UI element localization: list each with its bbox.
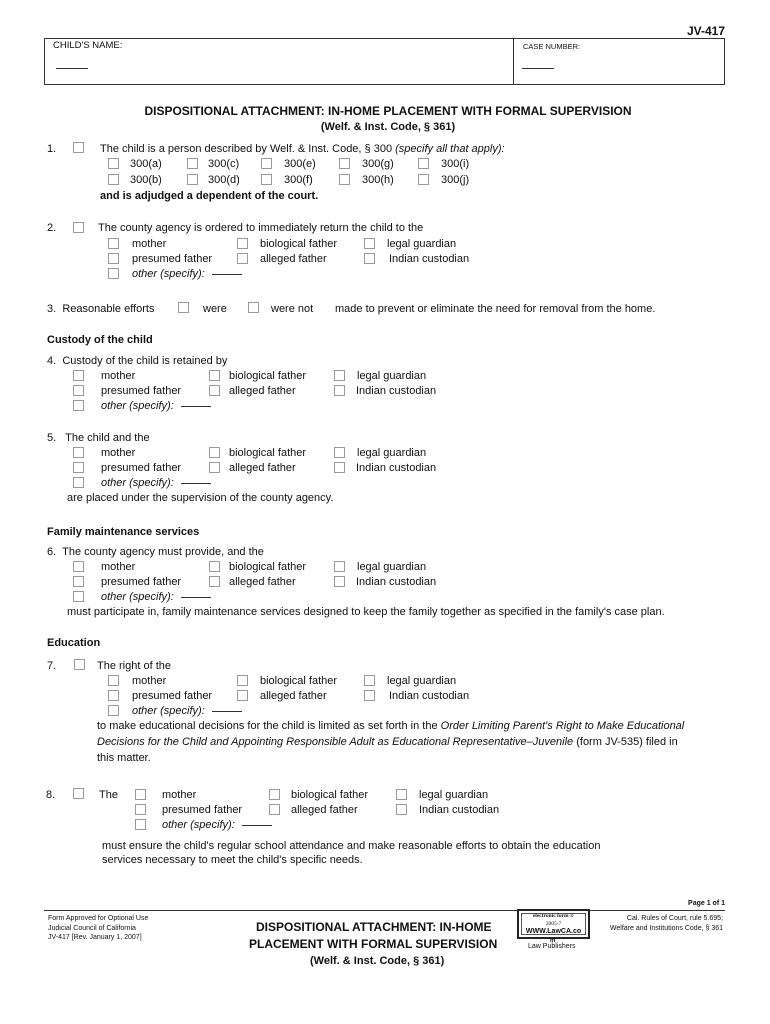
item1-tail: and is adjudged a dependent of the court. <box>100 190 319 202</box>
item8-indian-custodian-checkbox[interactable] <box>396 804 407 815</box>
item5-text: 5. The child and the <box>47 432 150 444</box>
item7-legal-guardian-label: legal guardian <box>387 675 457 687</box>
footer-rule <box>44 910 725 911</box>
label-300c: 300(c) <box>208 158 240 170</box>
item5-presumed-father-checkbox[interactable] <box>73 462 84 473</box>
logo-line3: WWW.LawCA.co <box>525 928 582 935</box>
item8-other-field[interactable] <box>242 825 272 826</box>
item5-bio-father-label: biological father <box>229 447 307 459</box>
section-education-heading: Education <box>47 637 101 649</box>
item6-legal-guardian-checkbox[interactable] <box>334 561 345 572</box>
item7-other-label: other (specify): <box>132 705 205 717</box>
item4-mother-label: mother <box>101 370 136 382</box>
item6-bio-father-checkbox[interactable] <box>209 561 220 572</box>
item2-legal-guardian-label: legal guardian <box>387 238 457 250</box>
item4-indian-custodian-checkbox[interactable] <box>334 385 345 396</box>
checkbox-300e[interactable] <box>261 158 272 169</box>
item2-alleged-father-label: alleged father <box>260 253 327 265</box>
form-id: JV-417 <box>686 24 725 38</box>
item1-checkbox[interactable] <box>73 142 84 153</box>
item8-other-label: other (specify): <box>162 819 235 831</box>
item4-legal-guardian-checkbox[interactable] <box>334 370 345 381</box>
item4-bio-father-checkbox[interactable] <box>209 370 220 381</box>
item8-mother-label: mother <box>162 789 197 801</box>
publisher-logo <box>517 909 590 939</box>
item5-bio-father-checkbox[interactable] <box>209 447 220 458</box>
item4-text: 4. Custody of the child is retained by <box>47 355 228 367</box>
item7-mother-label: mother <box>132 675 167 687</box>
footer-right-2: Welfare and Institutions Code, § 361 <box>609 925 723 932</box>
label-300h: 300(h) <box>362 174 394 186</box>
item5-other-checkbox[interactable] <box>73 477 84 488</box>
item8-number: 8. <box>46 789 56 801</box>
item1-text: The child is a person described by Welf. & Inst. Code, § 300 (specify all that apply): <box>100 143 505 155</box>
item7-bio-father-checkbox[interactable] <box>237 675 248 686</box>
logo-line2: 2005-7 <box>545 921 562 927</box>
label-300a: 300(a) <box>130 158 162 170</box>
item6-alleged-father-label: alleged father <box>229 576 296 588</box>
item4-other-label: other (specify): <box>101 400 174 412</box>
checkbox-300b[interactable] <box>108 174 119 185</box>
item4-bio-father-label: biological father <box>229 370 307 382</box>
item2-other-checkbox[interactable] <box>108 268 119 279</box>
item2-other-field[interactable] <box>212 274 242 275</box>
item4-presumed-father-label: presumed father <box>101 385 182 397</box>
item4-mother-checkbox[interactable] <box>73 370 84 381</box>
label-300b: 300(b) <box>130 174 162 186</box>
item6-text: 6. The county agency must provide, and the <box>47 546 264 558</box>
item3-were-not-label: were not <box>271 303 314 315</box>
childs-name-label: CHILD'S NAME: <box>53 40 123 51</box>
item5-other-label: other (specify): <box>101 477 174 489</box>
item3-were-checkbox[interactable] <box>178 302 189 313</box>
item7-number: 7. <box>47 660 57 672</box>
item6-legal-guardian-label: legal guardian <box>357 561 427 573</box>
item8-legal-guardian-label: legal guardian <box>419 789 489 801</box>
item8-mother-checkbox[interactable] <box>135 789 146 800</box>
item3-were-not-checkbox[interactable] <box>248 302 259 313</box>
item6-presumed-father-label: presumed father <box>101 576 182 588</box>
item6-mother-label: mother <box>101 561 136 573</box>
footer-title-2: PLACEMENT WITH FORMAL SUPERVISION <box>249 937 498 951</box>
item5-other-field[interactable] <box>181 483 211 484</box>
item8-tail-line1: must ensure the child's regular school attendance and make reasonable efforts to obtain the education <box>102 840 601 852</box>
footer-left-1: Form Approved for Optional Use <box>48 915 149 922</box>
item5-indian-custodian-checkbox[interactable] <box>334 462 345 473</box>
footer-title-1: DISPOSITIONAL ATTACHMENT: IN-HOME <box>256 920 492 934</box>
footer-title-3: (Welf. & Inst. Code, § 361) <box>310 955 445 967</box>
item8-checkbox[interactable] <box>73 788 84 799</box>
item7-checkbox[interactable] <box>74 659 85 670</box>
checkbox-300f[interactable] <box>261 174 272 185</box>
item6-other-field[interactable] <box>181 597 211 598</box>
case-number-label: CASE NUMBER: <box>523 42 581 51</box>
item7-legal-guardian-checkbox[interactable] <box>364 675 375 686</box>
item6-indian-custodian-checkbox[interactable] <box>334 576 345 587</box>
item7-tail-line1: to make educational decisions for the child is limited as set forth in the Order Limiting Parent's Right to Make Educational <box>97 720 685 732</box>
item2-number: 2. <box>47 222 57 234</box>
label-300g: 300(g) <box>362 158 394 170</box>
item8-presumed-father-checkbox[interactable] <box>135 804 146 815</box>
item7-presumed-father-label: presumed father <box>132 690 213 702</box>
logo-line1: electronic form © <box>532 913 575 919</box>
item5-tail: are placed under the supervision of the county agency. <box>67 492 334 504</box>
header-box <box>44 38 725 85</box>
item8-text: The <box>99 789 118 801</box>
page-title: DISPOSITIONAL ATTACHMENT: IN-HOME PLACEMENT WITH FORMAL SUPERVISION <box>144 104 632 118</box>
item8-presumed-father-label: presumed father <box>162 804 243 816</box>
checkbox-300g[interactable] <box>339 158 350 169</box>
item3-text: 3. Reasonable efforts <box>47 303 155 315</box>
item4-alleged-father-checkbox[interactable] <box>209 385 220 396</box>
item8-tail-line2: services necessary to meet the child's specific needs. <box>102 854 363 866</box>
item2-legal-guardian-checkbox[interactable] <box>364 238 375 249</box>
label-300e: 300(e) <box>284 158 316 170</box>
item2-presumed-father-label: presumed father <box>132 253 213 265</box>
item2-text: The county agency is ordered to immediately return the child to the <box>98 222 424 234</box>
item2-indian-custodian-checkbox[interactable] <box>364 253 375 264</box>
item1-number: 1. <box>47 143 57 155</box>
checkbox-300i[interactable] <box>418 158 429 169</box>
item7-indian-custodian-checkbox[interactable] <box>364 690 375 701</box>
item8-indian-custodian-label: Indian custodian <box>419 804 500 816</box>
item7-alleged-father-label: alleged father <box>260 690 327 702</box>
footer-left-3: JV-417 [Rev. January 1, 2007] <box>48 934 142 941</box>
item6-alleged-father-checkbox[interactable] <box>209 576 220 587</box>
item2-checkbox[interactable] <box>73 222 84 233</box>
label-300f: 300(f) <box>284 174 313 186</box>
page-number: Page 1 of 1 <box>688 900 725 907</box>
checkbox-300d[interactable] <box>187 174 198 185</box>
item5-presumed-father-label: presumed father <box>101 462 182 474</box>
item7-indian-custodian-label: Indian custodian <box>389 690 470 702</box>
item2-other-label: other (specify): <box>132 268 205 280</box>
item7-other-field[interactable] <box>212 711 242 712</box>
item8-alleged-father-checkbox[interactable] <box>269 804 280 815</box>
item7-text: The right of the <box>97 660 171 672</box>
item5-legal-guardian-checkbox[interactable] <box>334 447 345 458</box>
item7-tail-line2: Decisions for the Child and Appointing Responsible Adult as Educational Representative–Juvenile (form JV-535) filed in <box>97 736 678 748</box>
footer-right-1: Cal. Rules of Court, rule 5.695; <box>626 915 723 922</box>
item5-alleged-father-checkbox[interactable] <box>209 462 220 473</box>
item2-mother-checkbox[interactable] <box>108 238 119 249</box>
item2-presumed-father-checkbox[interactable] <box>108 253 119 264</box>
item2-mother-label: mother <box>132 238 167 250</box>
logo-line4: m <box>550 938 556 944</box>
item4-presumed-father-checkbox[interactable] <box>73 385 84 396</box>
item4-alleged-father-label: alleged father <box>229 385 296 397</box>
item7-presumed-father-checkbox[interactable] <box>108 690 119 701</box>
page-subtitle: (Welf. & Inst. Code, § 361) <box>320 121 456 133</box>
item5-legal-guardian-label: legal guardian <box>357 447 427 459</box>
item6-tail: must participate in, family maintenance services designed to keep the family together as specified in the family's case plan. <box>67 606 665 618</box>
header-divider <box>513 38 514 85</box>
section-custody-heading: Custody of the child <box>47 334 153 346</box>
item4-other-checkbox[interactable] <box>73 400 84 411</box>
item4-legal-guardian-label: legal guardian <box>357 370 427 382</box>
checkbox-300h[interactable] <box>339 174 350 185</box>
item6-indian-custodian-label: Indian custodian <box>356 576 437 588</box>
item8-legal-guardian-checkbox[interactable] <box>396 789 407 800</box>
item4-indian-custodian-label: Indian custodian <box>356 385 437 397</box>
checkbox-300c[interactable] <box>187 158 198 169</box>
label-300j: 300(j) <box>441 174 470 186</box>
item8-alleged-father-label: alleged father <box>291 804 358 816</box>
item5-alleged-father-label: alleged father <box>229 462 296 474</box>
checkbox-300a[interactable] <box>108 158 119 169</box>
item6-other-label: other (specify): <box>101 591 174 603</box>
item8-other-checkbox[interactable] <box>135 819 146 830</box>
section-family-heading: Family maintenance services <box>47 526 200 538</box>
label-300d: 300(d) <box>208 174 240 186</box>
item3-were-label: were <box>203 303 227 315</box>
item2-alleged-father-checkbox[interactable] <box>237 253 248 264</box>
item5-mother-label: mother <box>101 447 136 459</box>
label-300i: 300(i) <box>441 158 470 170</box>
item8-bio-father-label: biological father <box>291 789 369 801</box>
logo-publisher: Law Publishers <box>528 943 576 950</box>
case-number-field[interactable] <box>522 68 554 69</box>
item2-bio-father-label: biological father <box>260 238 338 250</box>
item5-indian-custodian-label: Indian custodian <box>356 462 437 474</box>
childs-name-field[interactable] <box>56 68 88 69</box>
item6-mother-checkbox[interactable] <box>73 561 84 572</box>
item3-tail: made to prevent or eliminate the need for removal from the home. <box>335 303 656 315</box>
item4-other-field[interactable] <box>181 406 211 407</box>
footer-left-2: Judicial Council of California <box>48 925 136 932</box>
item6-presumed-father-checkbox[interactable] <box>73 576 84 587</box>
item5-mother-checkbox[interactable] <box>73 447 84 458</box>
item7-bio-father-label: biological father <box>260 675 338 687</box>
item7-alleged-father-checkbox[interactable] <box>237 690 248 701</box>
item7-other-checkbox[interactable] <box>108 705 119 716</box>
item2-bio-father-checkbox[interactable] <box>237 238 248 249</box>
checkbox-300j[interactable] <box>418 174 429 185</box>
item6-bio-father-label: biological father <box>229 561 307 573</box>
item8-bio-father-checkbox[interactable] <box>269 789 280 800</box>
item7-tail-line3: this matter. <box>97 752 151 764</box>
item2-indian-custodian-label: Indian custodian <box>389 253 470 265</box>
item7-mother-checkbox[interactable] <box>108 675 119 686</box>
item6-other-checkbox[interactable] <box>73 591 84 602</box>
